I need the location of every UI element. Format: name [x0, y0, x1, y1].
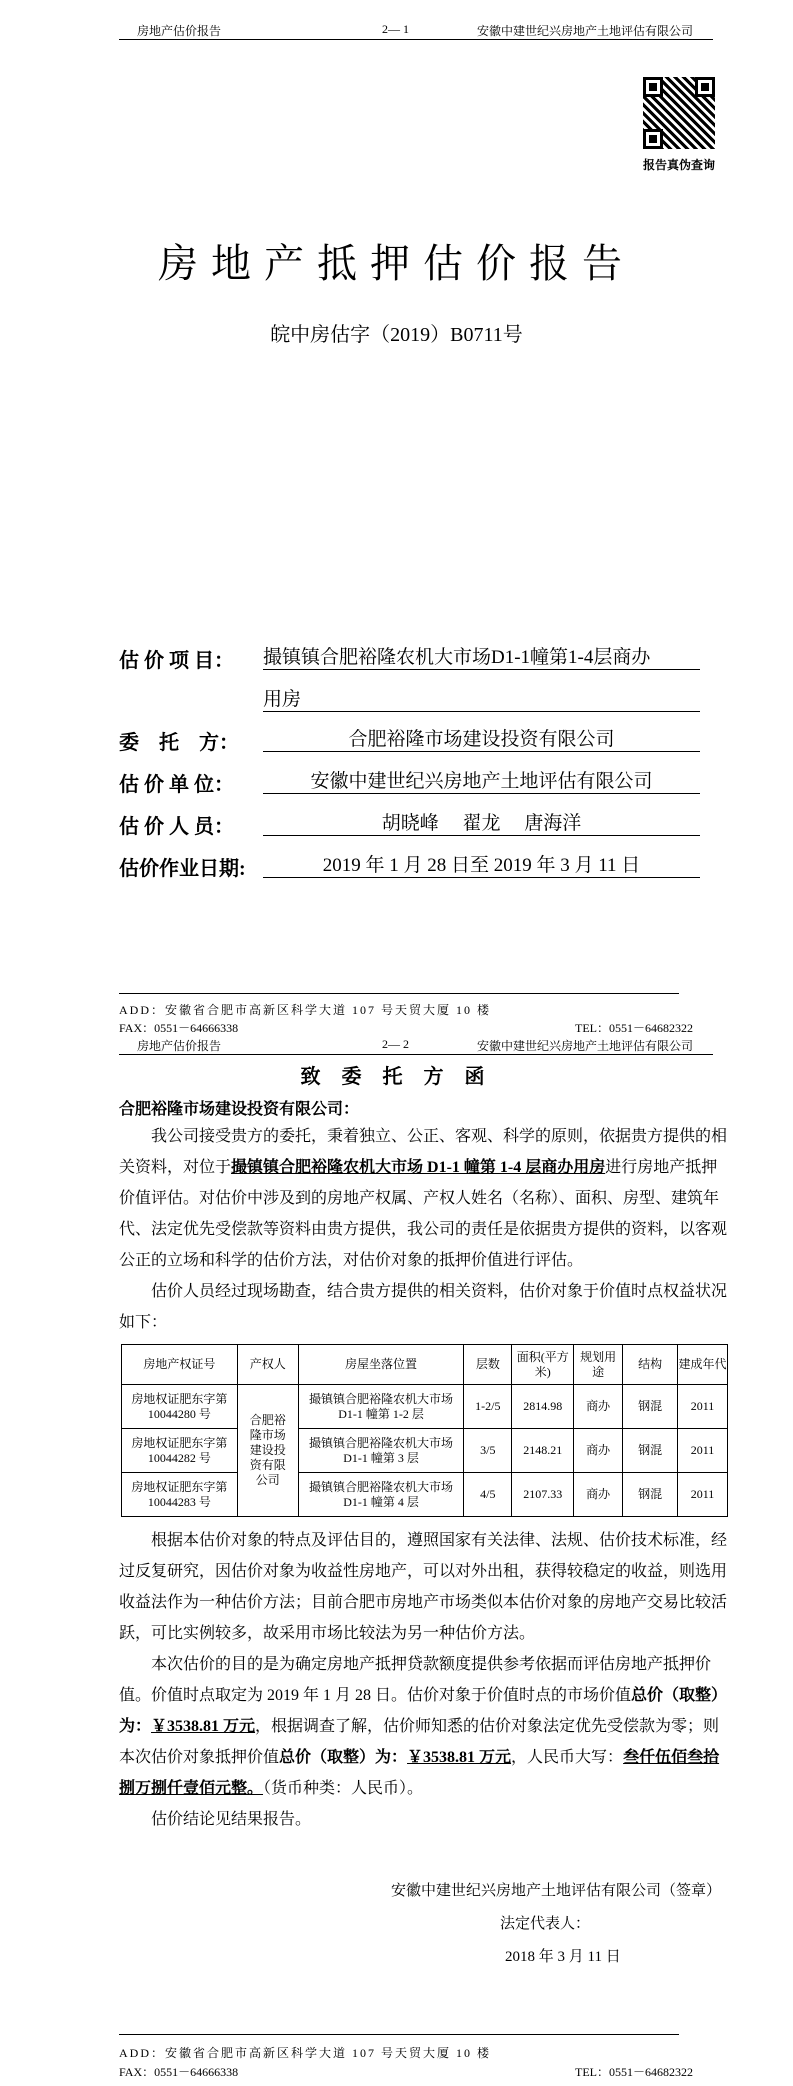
footer-tel: TEL：0551－64682322 [575, 2065, 693, 2079]
table-row [122, 1385, 728, 1429]
table-header: 面积(平方米) [512, 1345, 574, 1385]
addressee: 合肥裕隆市场建设投资有限公司： [119, 1101, 360, 1118]
paragraph-survey: 估价人员经过现场勘查，结合贵方提供的相关资料，估价对象于价值时点权益状况如下： [119, 1283, 728, 1331]
floors-cell: 4/5 [464, 1473, 512, 1517]
page1-header [119, 22, 713, 40]
structure-cell: 钢混 [623, 1429, 678, 1473]
table-header: 层数 [464, 1345, 512, 1385]
field-value-project-cont: 用房 [263, 684, 700, 712]
floors-cell: 1-2/5 [464, 1385, 512, 1429]
signature-company: 安徽中建世纪兴房地产土地评估有限公司（签章） [390, 1883, 721, 1899]
field-value-client: 合肥裕隆市场建设投资有限公司 [263, 724, 700, 752]
field-label-project: 估 价 项 目： [119, 650, 234, 672]
value-text-cont: ，根据调查了解，估价师知悉的估价对象法定优先受偿款为零；则本次估价对象抵押价值 [119, 1718, 720, 1766]
footer-address: ADD：安徽省合肥市高新区科学大道 107 号天贸大厦 10 楼 [119, 1003, 491, 1017]
value-in-words: 叁仟伍佰叁拾捌万捌仟壹佰元整。 [119, 1749, 720, 1797]
header-company: 安徽中建世纪兴房地产土地评估有限公司 [476, 1039, 693, 1053]
field-label-appraiser-unit: 估 价 单 位： [119, 774, 234, 796]
field-value-appraiser-unit: 安徽中建世纪兴房地产土地评估有限公司 [263, 766, 700, 794]
report-number: 皖中房估字（2019）B0711号 [270, 324, 523, 346]
year-cell: 2011 [678, 1429, 728, 1473]
market-value: ￥3538.81 万元 [151, 1718, 256, 1735]
field-label-client: 委 托 方： [119, 732, 239, 754]
footer-fax: FAX：0551－64666338 [119, 1021, 239, 1035]
owner-cell: 合肥裕隆市场建设投资有限公司 [237, 1385, 298, 1517]
field-label-appraisers: 估 价 人 员： [119, 816, 234, 838]
table-header: 房地产权证号 [122, 1345, 238, 1385]
header-company: 安徽中建世纪兴房地产土地评估有限公司 [476, 24, 693, 38]
legal-representative: 法定代表人： [500, 1916, 591, 1932]
field-label-work-date: 估价作业日期: [119, 858, 246, 880]
table-header: 规划用途 [574, 1345, 623, 1385]
field-value-project: 撮镇镇合肥裕隆农机大市场D1-1幢第1-4层商办 [263, 642, 700, 670]
area-cell: 2107.33 [512, 1473, 574, 1517]
use-cell: 商办 [574, 1473, 623, 1517]
header-left: 房地产估价报告 [137, 1039, 222, 1053]
table-header: 结构 [623, 1345, 678, 1385]
intro-text: 我公司接受贵方的委托，秉着独立、公正、客观、科学的原则，依据贵方提供的相关资料，对位于 [119, 1128, 728, 1176]
footer-fax: FAX：0551－64666338 [119, 2065, 239, 2079]
header-page-number: 2— 1 [382, 22, 409, 36]
mortgage-value: ￥3538.81 万元 [407, 1749, 512, 1766]
footer-divider [119, 2034, 679, 2035]
header-left: 房地产估价报告 [137, 24, 222, 38]
currency-note: （货币种类：人民币）。 [263, 1780, 424, 1797]
use-cell: 商办 [574, 1429, 623, 1473]
paragraph-conclusion: 估价结论见结果报告。 [151, 1811, 312, 1828]
value-text: 本次估价的目的是为确定房地产抵押贷款额度提供参考依据而评估房地产抵押价值。价值时点取定为 2019 年 1 月 28 日。估价对象于价值时点的市场价值 [119, 1656, 712, 1704]
paragraph-intro [119, 1121, 729, 1276]
qr-caption: 报告真伪查询 [643, 158, 716, 172]
footer-tel: TEL：0551－64682322 [575, 1021, 693, 1035]
table-row [122, 1473, 728, 1517]
location-cell: 撮镇镇合肥裕隆农机大市场 D1-1 幢第 4 层 [298, 1473, 464, 1517]
footer-contact [119, 2063, 713, 2080]
footer-contact [119, 1019, 713, 1036]
location-cell: 撮镇镇合肥裕隆农机大市场 D1-1 幢第 3 层 [298, 1429, 464, 1473]
use-cell: 商办 [574, 1385, 623, 1429]
area-cell: 2148.21 [512, 1429, 574, 1473]
property-table [121, 1344, 728, 1517]
report-title: 房地产抵押估价报告 [158, 241, 635, 286]
letter-title: 致 委 托 方 函 [300, 1066, 493, 1088]
header-page-number: 2— 2 [382, 1037, 409, 1051]
cert-cell: 房地权证肥东字第 10044280 号 [122, 1385, 238, 1429]
qr-code-icon[interactable] [643, 77, 715, 149]
value-words-label: ，人民币大写： [511, 1749, 624, 1766]
mortgage-value-label: 总价（取整）为： [279, 1749, 408, 1766]
location-cell: 撮镇镇合肥裕隆农机大市场 D1-1 幢第 1-2 层 [298, 1385, 464, 1429]
page2-header [119, 1037, 713, 1055]
paragraph-value [119, 1649, 729, 1804]
letter-body [119, 1099, 729, 1974]
intro-text-cont: 进行房地产抵押价值评估。对估价中涉及到的房地产权属、产权人姓名（名称）、面积、房型、建筑年代、法定优先受偿款等资料由贵方提供，我公司的责任是依据贵方提供的资料，以客观公正的立场和科学的估价方法，对估价对象的抵押价值进行评估。 [119, 1159, 728, 1269]
table-header: 房屋坐落位置 [298, 1345, 464, 1385]
signature-date: 2018 年 3 月 11 日 [505, 1949, 621, 1965]
field-value-appraisers: 胡晓峰 翟龙 唐海洋 [263, 808, 700, 836]
value-label: 总价（取整）为： [119, 1687, 728, 1735]
structure-cell: 钢混 [623, 1473, 678, 1517]
property-name: 撮镇镇合肥裕隆农机大市场 D1-1 幢第 1-4 层商办用房 [231, 1159, 606, 1176]
structure-cell: 钢混 [623, 1385, 678, 1429]
area-cell: 2814.98 [512, 1385, 574, 1429]
table-row [122, 1429, 728, 1473]
footer-address: ADD：安徽省合肥市高新区科学大道 107 号天贸大厦 10 楼 [119, 2046, 491, 2060]
table-header: 产权人 [237, 1345, 298, 1385]
paragraph-methods: 根据本估价对象的特点及评估目的，遵照国家有关法律、法规、估价技术标准，经过反复研究，因估价对象为收益性房地产，可以对外出租，获得较稳定的收益，则选用收益法作为一种估价方法；目前合肥市房地产市场类似本估价对象的房地产交易比较活跃，可比实例较多，故采用市场比较法为另一种估价方法。 [119, 1532, 728, 1642]
cert-cell: 房地权证肥东字第 10044282 号 [122, 1429, 238, 1473]
year-cell: 2011 [678, 1385, 728, 1429]
field-value-work-date: 2019 年 1 月 28 日至 2019 年 3 月 11 日 [263, 850, 700, 878]
footer-divider [119, 993, 679, 994]
year-cell: 2011 [678, 1473, 728, 1517]
table-header: 建成年代 [678, 1345, 728, 1385]
floors-cell: 3/5 [464, 1429, 512, 1473]
table-header-row [122, 1345, 728, 1385]
cert-cell: 房地权证肥东字第 10044283 号 [122, 1473, 238, 1517]
